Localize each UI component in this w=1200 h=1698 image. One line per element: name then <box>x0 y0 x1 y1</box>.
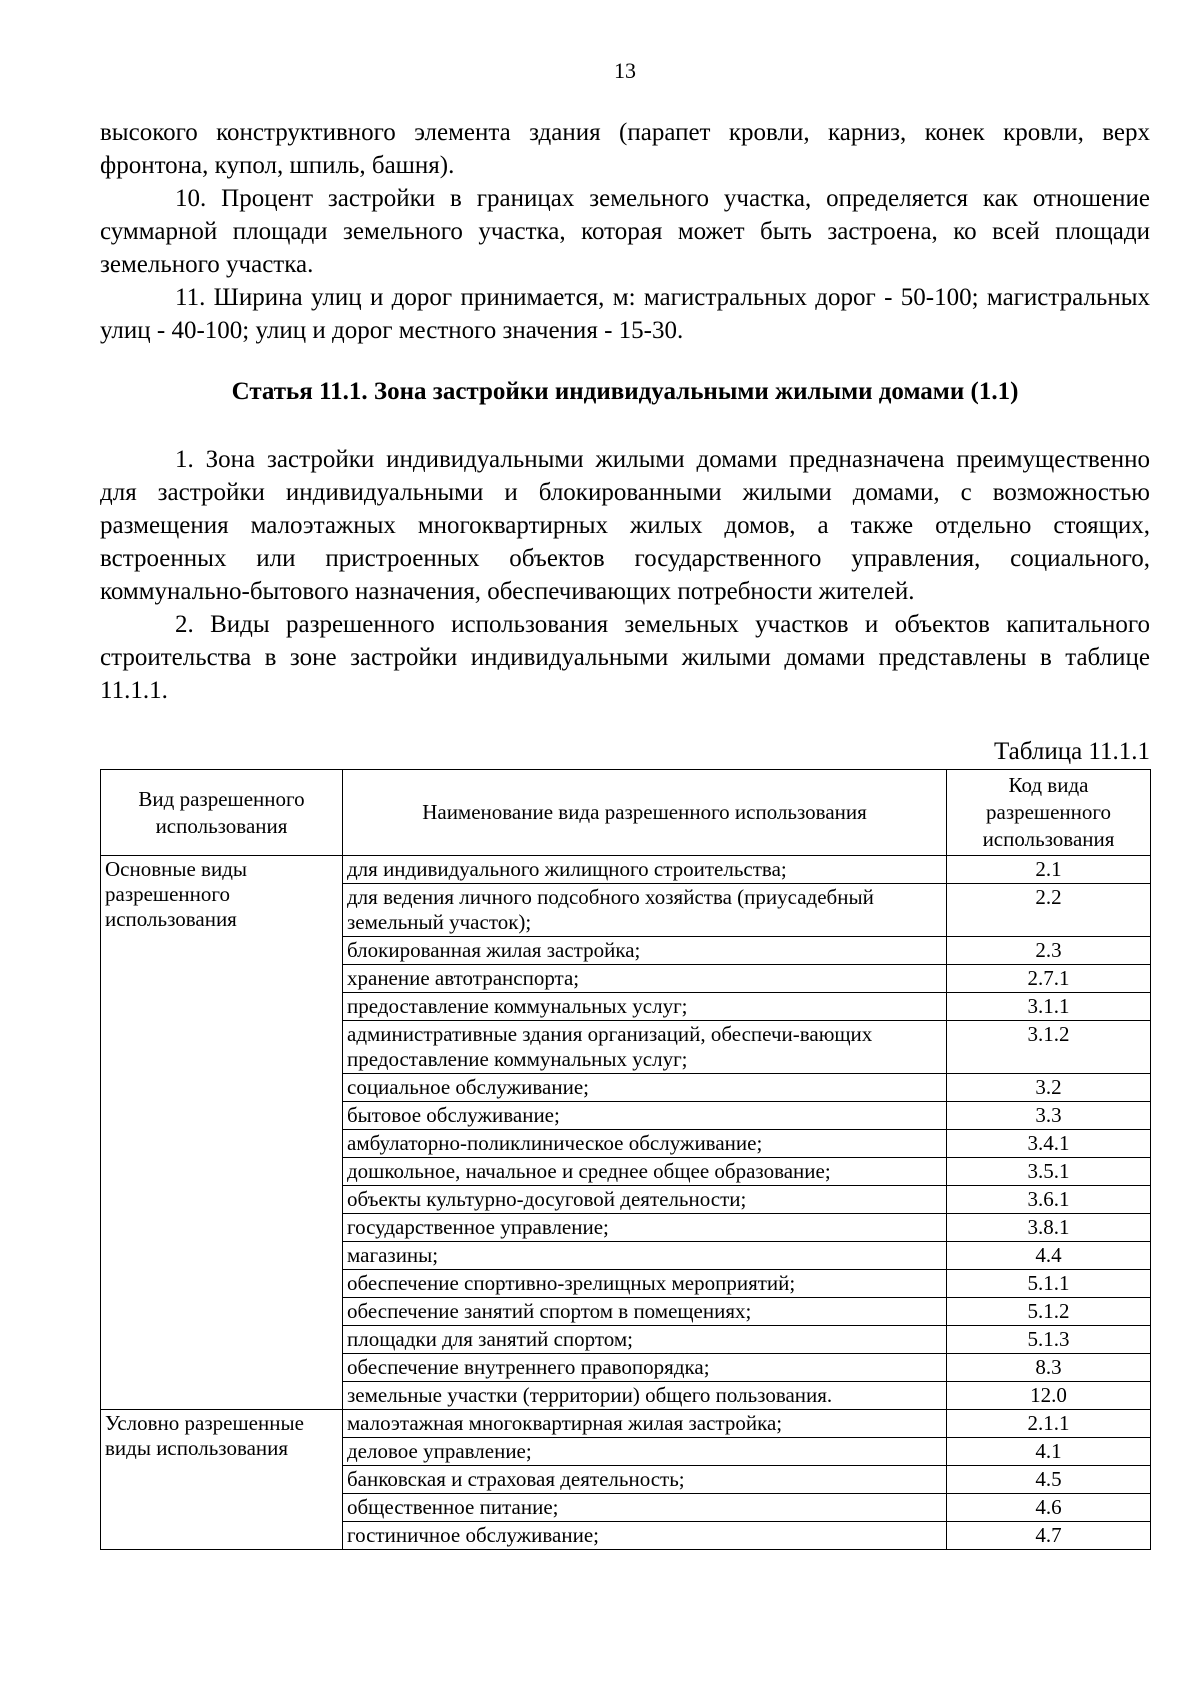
use-code-cell: 3.6.1 <box>947 1186 1151 1214</box>
use-name-cell: государственное управление; <box>343 1214 947 1242</box>
paragraph: 1. Зона застройки индивидуальными жилыми домами предназначена преимущественно для застройки индивидуальными и блокированными жилыми домами, с возможностью размещения малоэтажных многоквартирных жилых домов, а также отдельно стоящих, встроенных или пристроенных объектов государственного управления, социального, коммунально-бытового назначения, обеспечивающих потребности жителей. <box>100 446 1150 605</box>
table-row <box>101 1410 1151 1438</box>
use-name-cell: для ведения личного подсобного хозяйства (приусадебный земельный участок); <box>343 884 947 937</box>
paragraph: высокого конструктивного элемента здания (парапет кровли, карниз, конек кровли, верх фронтона, купол, шпиль, башня). <box>100 119 1150 179</box>
article-title: Статья 11.1. Зона застройки индивидуальными жилыми домами (1.1) <box>231 378 1019 405</box>
use-name-cell: социальное обслуживание; <box>343 1074 947 1102</box>
use-code-cell: 5.1.1 <box>947 1270 1151 1298</box>
use-category-cell: Условно разрешенные виды использования <box>101 1410 343 1550</box>
use-name-cell: деловое управление; <box>343 1438 947 1466</box>
use-name-cell: малоэтажная многоквартирная жилая застройка; <box>343 1410 947 1438</box>
paragraph: 10. Процент застройки в границах земельного участка, определяется как отношение суммарной площади земельного участка, которая может быть застроена, ко всей площади земельного участка. <box>100 185 1150 278</box>
use-name-cell: обеспечение внутреннего правопорядка; <box>343 1354 947 1382</box>
use-name-cell: дошкольное, начальное и среднее общее образование; <box>343 1158 947 1186</box>
use-name-cell: объекты культурно-досуговой деятельности; <box>343 1186 947 1214</box>
use-name-cell: административные здания организаций, обеспечи-вающих предоставление коммунальных услуг; <box>343 1021 947 1074</box>
use-name-cell: магазины; <box>343 1242 947 1270</box>
use-category-cell: Основные виды разрешенного использования <box>101 856 343 1410</box>
use-name-cell: обеспечение спортивно-зрелищных мероприятий; <box>343 1270 947 1298</box>
use-name-cell: хранение автотранспорта; <box>343 965 947 993</box>
use-code-cell: 2.1 <box>947 856 1151 884</box>
use-name-cell: блокированная жилая застройка; <box>343 937 947 965</box>
use-code-cell: 4.6 <box>947 1494 1151 1522</box>
use-code-cell: 5.1.2 <box>947 1298 1151 1326</box>
table-body <box>101 856 1151 1550</box>
use-code-cell: 2.1.1 <box>947 1410 1151 1438</box>
use-name-cell: гостиничное обслуживание; <box>343 1522 947 1550</box>
use-name-cell: общественное питание; <box>343 1494 947 1522</box>
use-name-cell: площадки для занятий спортом; <box>343 1326 947 1354</box>
table-caption: Таблица 11.1.1 <box>994 738 1150 765</box>
use-name-cell: банковская и страховая деятельность; <box>343 1466 947 1494</box>
article-text <box>100 443 1150 707</box>
use-code-cell: 8.3 <box>947 1354 1151 1382</box>
use-name-cell: амбулаторно-поликлиническое обслуживание; <box>343 1130 947 1158</box>
use-code-cell: 12.0 <box>947 1382 1151 1410</box>
use-code-cell: 3.2 <box>947 1074 1151 1102</box>
page-number: 13 <box>614 58 636 83</box>
use-code-cell: 4.7 <box>947 1522 1151 1550</box>
table-row <box>101 856 1151 884</box>
permitted-use-table <box>100 769 1151 1550</box>
use-code-cell: 4.1 <box>947 1438 1151 1466</box>
use-name-cell: предоставление коммунальных услуг; <box>343 993 947 1021</box>
use-code-cell: 3.3 <box>947 1102 1151 1130</box>
use-name-cell: обеспечение занятий спортом в помещениях; <box>343 1298 947 1326</box>
use-name-cell: бытовое обслуживание; <box>343 1102 947 1130</box>
use-code-cell: 3.1.1 <box>947 993 1151 1021</box>
use-name-cell: для индивидуального жилищного строительства; <box>343 856 947 884</box>
use-code-cell: 4.4 <box>947 1242 1151 1270</box>
column-header: Наименование вида разрешенного использования <box>343 770 947 856</box>
use-code-cell: 2.3 <box>947 937 1151 965</box>
use-name-cell: земельные участки (территории) общего пользования. <box>343 1382 947 1410</box>
table-header-row <box>101 770 1151 856</box>
paragraph: 11. Ширина улиц и дорог принимается, м: магистральных дорог - 50-100; магистральных улиц - 40-100; улиц и дорог местного значения - 15-30. <box>100 284 1150 344</box>
use-code-cell: 4.5 <box>947 1466 1151 1494</box>
use-code-cell: 2.7.1 <box>947 965 1151 993</box>
use-code-cell: 5.1.3 <box>947 1326 1151 1354</box>
use-code-cell: 3.4.1 <box>947 1130 1151 1158</box>
use-code-cell: 2.2 <box>947 884 1151 937</box>
use-code-cell: 3.5.1 <box>947 1158 1151 1186</box>
intro-text <box>100 116 1150 347</box>
use-code-cell: 3.8.1 <box>947 1214 1151 1242</box>
column-header: Код вида разрешенного использования <box>947 770 1151 856</box>
paragraph: 2. Виды разрешенного использования земельных участков и объектов капитального строительства в зоне застройки индивидуальными жилыми домами представлены в таблице 11.1.1. <box>100 611 1150 704</box>
column-header: Вид разрешенного использования <box>101 770 343 856</box>
use-code-cell: 3.1.2 <box>947 1021 1151 1074</box>
